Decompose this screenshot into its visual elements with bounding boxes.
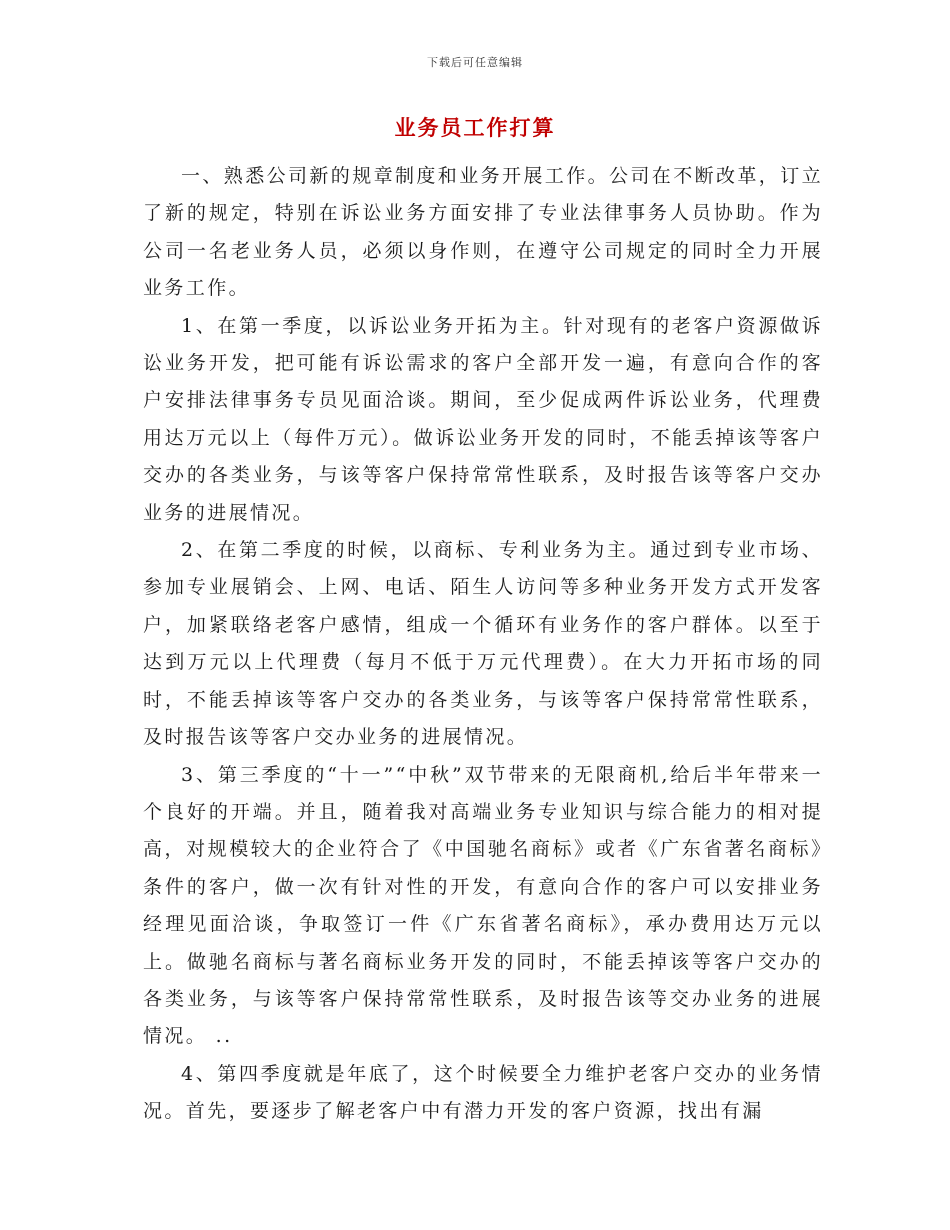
paragraph-q4: 4、第四季度就是年底了，这个时候要全力维护老客户交办的业务情况。首先，要逐步了解老客户中有潜力开发的客户资源，找出有漏 [143,1062,823,1123]
paragraph-intro: 一、熟悉公司新的规章制度和业务开展工作。公司在不断改革，订立了新的规定，特别在诉讼业务方面安排了专业法律事务人员协助。作为公司一名老业务人员，必须以身作则，在遵守公司规定的同时全力开展业务工作。 [143,165,824,300]
document-title: 业务员工作打算 [394,115,556,140]
header-note: 下载后可任意编辑 [427,56,523,69]
paragraph-q3: 3、第三季度的“十一”“中秋”双节带来的无限商机,给后半年带来一个良好的开端。并且，随着我对高端业务专业知识与综合能力的相对提高，对规模较大的企业符合了《中国驰名商标》或者《广东省著名商标》条件的客户，做一次有针对性的开发，有意向合作的客户可以安排业务经理见面洽谈，争取签订一件《广东省著名商标》，承办费用达万元以上。做驰名商标与著名商标业务开发的同时，不能丢掉该等客户交办的各类业务，与该等客户保持常常性联系，及时报告该等交办业务的进展情况。 .. [143,763,823,1048]
paragraph-q1: 1、在第一季度，以诉讼业务开拓为主。针对现有的老客户资源做诉讼业务开发，把可能有诉讼需求的客户全部开发一遍，有意向合作的客户安排法律事务专员见面洽谈。期间，至少促成两件诉讼业务，代理费用达万元以上（每件万元）。做诉讼业务开发的同时，不能丢掉该等客户交办的各类业务，与该等客户保持常常性联系，及时报告该等客户交办业务的进展情况。 [143,314,823,524]
document-body [143,158,823,1131]
paragraph-q2: 2、在第二季度的时候，以商标、专利业务为主。通过到专业市场、参加专业展销会、上网、电话、陌生人访问等多种业务开发方式开发客户，加紧联络老客户感情，组成一个循环有业务作的客户群体。以至于达到万元以上代理费（每月不低于万元代理费）。在大力开拓市场的同时，不能丢掉该等客户交办的各类业务，与该等客户保持常常性联系，及时报告该等客户交办业务的进展情况。 [143,539,823,749]
